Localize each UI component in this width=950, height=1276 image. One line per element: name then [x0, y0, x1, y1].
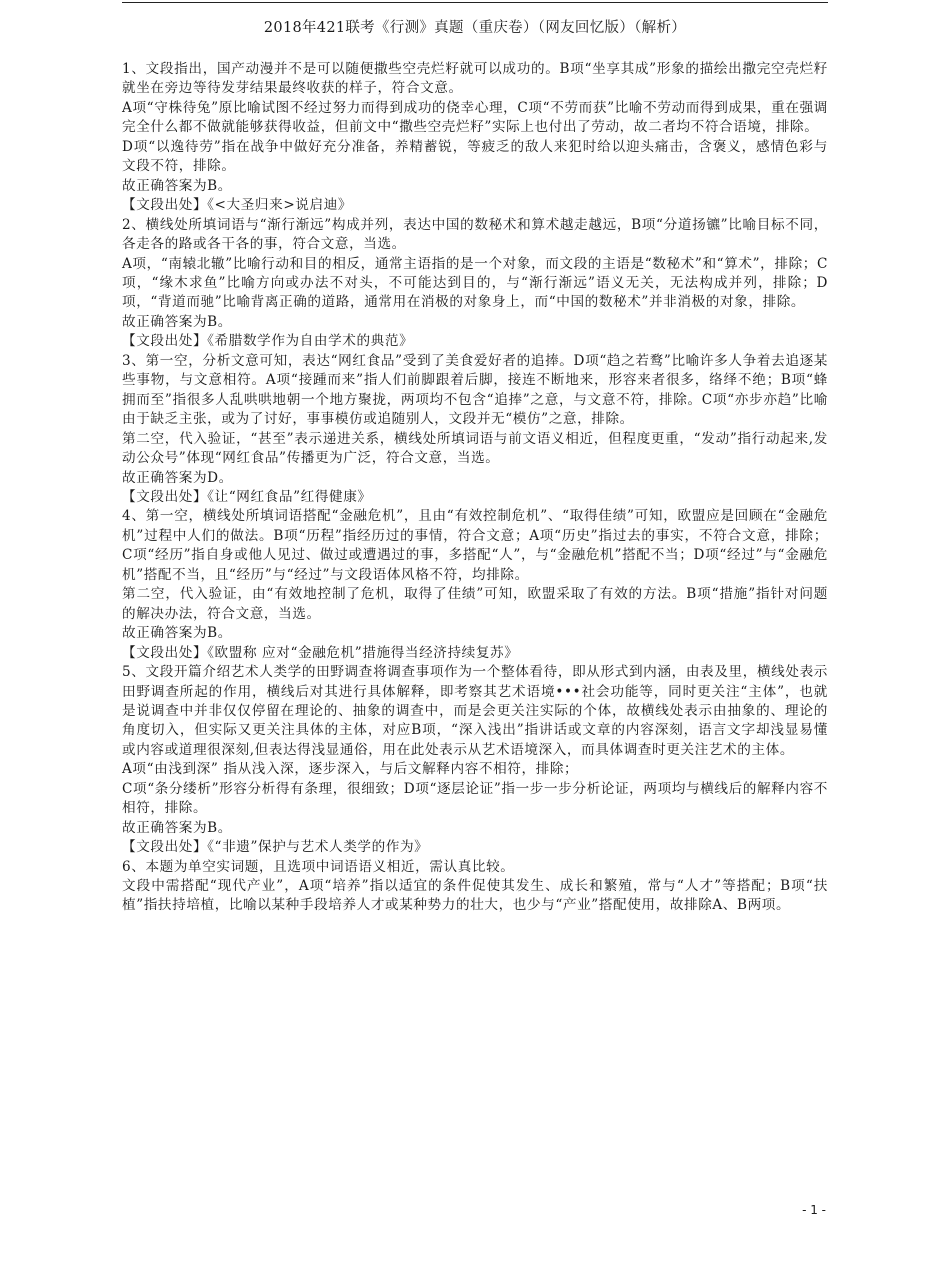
paragraph: 6、本题为单空实词题，且选项中词语语义相近，需认真比较。	[122, 858, 515, 875]
answer-line: 故正确答案为B。	[122, 177, 232, 194]
source-line: 【文段出处】《让“网红食品”红得健康》	[122, 488, 372, 505]
document-body	[122, 60, 828, 916]
answer-line: 故正确答案为B。	[122, 819, 232, 836]
paragraph: 4、第一空，横线处所填词语搭配“金融危机”，且由“有效控制危机”、“取得佳绩”可知，欧盟应是回顾在“金融危机”过程中人们的做法。B项“历程”指经历过的事情，符合文意；A项“历史”指过去的事实，不符合文意，排除；C项“经历”指自身或他人见过、做过或遭遇过的事，多搭配“人”，与“金融危机”搭配不当；D项“经过”与“金融危机”搭配不当，且“经历”与“经过”与文段语体风格不符，均排除。	[122, 508, 828, 583]
paragraph: D项“以逸待劳”指在战争中做好充分准备，养精蓄锐，等疲乏的敌人来犯时给以迎头痛击，含褒义，感情色彩与文段不符，排除。	[122, 138, 828, 175]
source-line: 【文段出处】《欧盟称 应对“金融危机”措施得当经济持续复苏》	[122, 644, 519, 661]
paragraph: 文段中需搭配“现代产业”，A项“培养”指以适宜的条件促使其发生、成长和繁殖，常与“人才”等搭配；B项“扶植”指扶持培植，比喻以某种手段培养人才或某种势力的壮大，也少与“产业”搭配使用，故排除A、B两项。	[122, 878, 828, 914]
paragraph: A项“由浅到深” 指从浅入深，逐步深入，与后文解释内容不相符，排除；	[122, 761, 579, 778]
paragraph: 第二空，代入验证，“甚至”表示递进关系，横线处所填词语与前文语义相近，但程度更重，“发动”指行动起来,发动公众号”体现“网红食品”传播更为广泛，符合文意，当选。	[122, 430, 828, 467]
paragraph: A项，“南辕北辙”比喻行动和目的相反，通常主语指的是一个对象，而文段的主语是“数秘术”和“算术”，排除；C项，“缘木求鱼”比喻方向或办法不对头，不可能达到目的，与“渐行渐远”语义无关，无法构成并列，排除；D项，“背道而驰”比喻背离正确的道路，通常用在消极的对象身上，而“中国的数秘术”并非消极的对象，排除。	[122, 255, 828, 311]
answer-line: 故正确答案为D。	[122, 469, 233, 486]
paragraph: 第二空，代入验证，由“有效地控制了危机，取得了佳绩”可知，欧盟采取了有效的方法。B项“措施”指针对问题的解决办法，符合文意，当选。	[122, 586, 828, 622]
source-line: 【文段出处】《“非遗”保护与艺术人类学的作为》	[122, 839, 429, 856]
paragraph: 5、文段开篇介绍艺术人类学的田野调查将调查事项作为一个整体看待，即从形式到内涵，由表及里，横线处表示田野调查所起的作用，横线后对其进行具体解释，即考察其艺术语境•••社会功能等，同时更关注“主体”，也就是说调查中并非仅仅停留在理论的、抽象的调查中，而是会更关注实际的个体，故横线处表示由抽象的、理论的角度切入，但实际又更关注具体的主体，对应B项，“深入浅出”指讲话或文章的内容深刻，语言文字却浅显易懂或内容或道理很深刻,但表达得浅显通俗，用在此处表示从艺术语境深入，而具体调查时更关注艺术的主体。	[122, 664, 828, 758]
paragraph: 1、文段指出，国产动漫并不是可以随便撒些空壳烂籽就可以成功的。B项“坐享其成”形象的描绘出撒完空壳烂籽就坐在旁边等待发芽结果最终收获的样子，符合文意。	[122, 61, 828, 97]
paragraph: A项“守株待兔”原比喻试图不经过努力而得到成功的侥幸心理，C项“不劳而获”比喻不劳动而得到成果，重在强调完全什么都不做就能够获得收益，但前文中“撒些空壳烂籽”实际上也付出了劳动，故二者均不符合语境，排除。	[122, 99, 828, 136]
page-number: - 1 -	[802, 1203, 826, 1217]
answer-line: 故正确答案为B。	[122, 313, 232, 330]
paragraph: 2、横线处所填词语与“渐行渐远”构成并列，表达中国的数秘术和算术越走越远，B项“分道扬镳”比喻目标不同，各走各的路或各干各的事，符合文意，当选。	[122, 216, 828, 253]
source-line: 【文段出处】《希腊数学作为自由学术的典范》	[122, 333, 414, 350]
answer-line: 故正确答案为B。	[122, 625, 232, 642]
paragraph: 3、第一空，分析文意可知，表达“网红食品”受到了美食爱好者的追捧。D项“趋之若鹜”比喻许多人争着去追逐某些事物，与文意相符。A项“接踵而来”指人们前脚跟着后脚，接连不断地来，形容来者很多，络绎不绝；B项“蜂拥而至”指很多人乱哄哄地朝一个地方聚拢，两项均不包含“追捧”之意，与文意不符，排除。C项“亦步亦趋”比喻由于缺乏主张，或为了讨好，事事模仿或追随别人，文段并无“模仿”之意，排除。	[122, 352, 828, 428]
document-title: 2018年421联考《行测》真题（重庆卷）（网友回忆版）（解析）	[263, 20, 687, 36]
source-line: 【文段出处】《<大圣归来>说启迪》	[122, 197, 353, 214]
header-rule	[122, 2, 828, 3]
paragraph: C项“条分缕析”形容分析得有条理，很细致；D项“逐层论证”指一步一步分析论证，两项均与横线后的解释内容不相符，排除。	[122, 780, 828, 817]
